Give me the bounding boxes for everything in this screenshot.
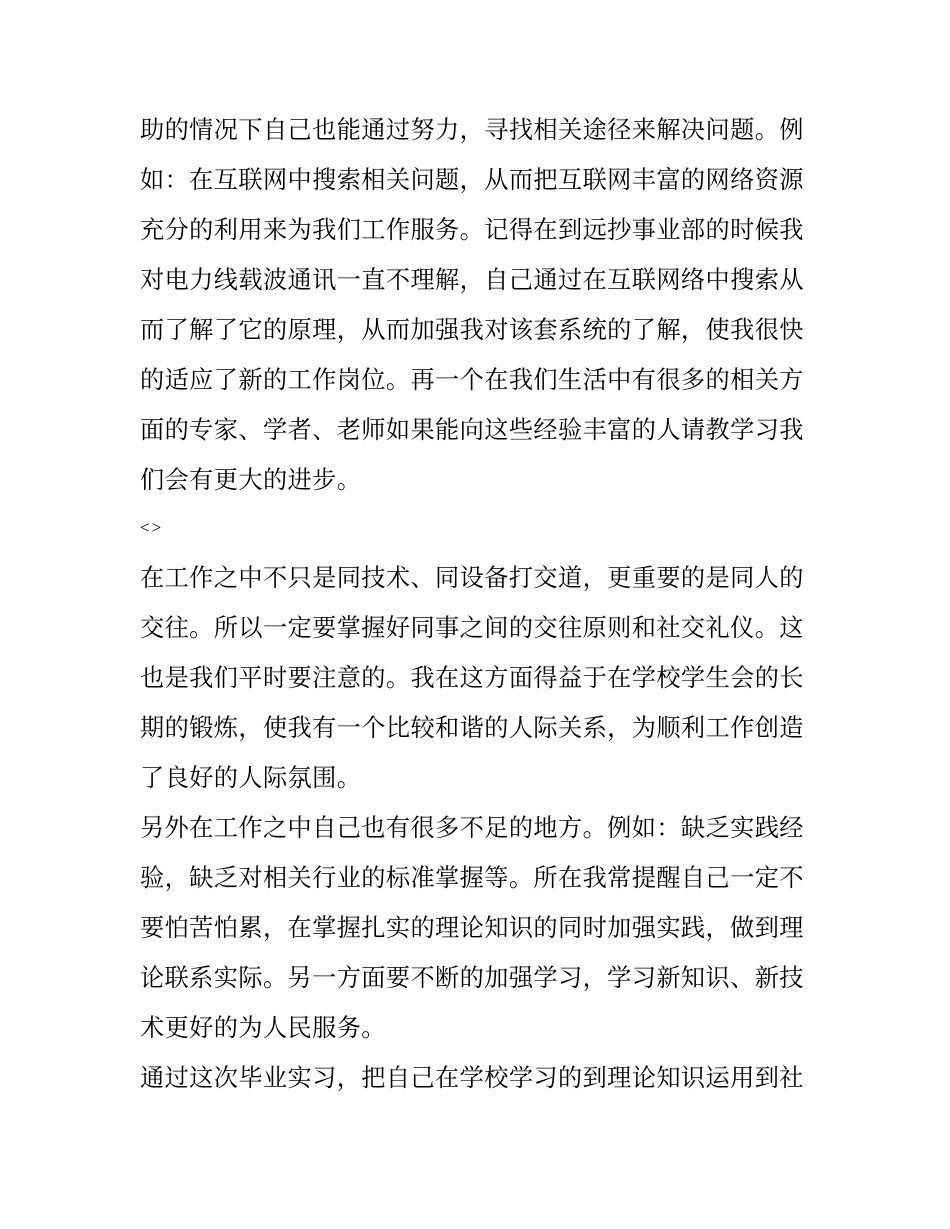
text-line: 对电力线载波通讯一直不理解，自己通过在互联网络中搜索从 — [140, 266, 804, 294]
text-line: 通过这次毕业实习，把自己在学校学习的到理论知识运用到社 — [140, 1064, 804, 1092]
text-line: 在工作之中不只是同技术、同设备打交道，更重要的是同人的 — [140, 564, 804, 592]
text-line: 论联系实际。另一方面要不断的加强学习，学习新知识、新技 — [140, 964, 804, 992]
text-line: 而了解了它的原理，从而加强我对该套系统的了解，使我很快 — [140, 316, 804, 344]
text-line: 了良好的人际氛围。 — [140, 764, 362, 792]
text-line: 也是我们平时要注意的。我在这方面得益于在学校学生会的长 — [140, 664, 804, 692]
text-line: 术更好的为人民服务。 — [140, 1014, 386, 1042]
text-line: 要怕苦怕累，在掌握扎实的理论知识的同时加强实践，做到理 — [140, 914, 804, 942]
text-line: 的适应了新的工作岗位。再一个在我们生活中有很多的相关方 — [140, 366, 804, 394]
text-line: 交往。所以一定要掌握好同事之间的交往原则和社交礼仪。这 — [140, 614, 804, 642]
text-line: 们会有更大的进步。 — [140, 466, 362, 494]
text-line: 如：在互联网中搜索相关问题，从而把互联网丰富的网络资源 — [140, 166, 804, 194]
text-line: 期的锻炼，使我有一个比较和谐的人际关系，为顺利工作创造 — [140, 714, 804, 742]
section-marker: <> — [140, 518, 164, 537]
text-line: 另外在工作之中自己也有很多不足的地方。例如：缺乏实践经 — [140, 814, 804, 842]
text-line: 验，缺乏对相关行业的标准掌握等。所在我常提醒自己一定不 — [140, 864, 804, 892]
text-line: 助的情况下自己也能通过努力，寻找相关途径来解决问题。例 — [140, 116, 804, 144]
text-line: 面的专家、学者、老师如果能向这些经验丰富的人请教学习我 — [140, 416, 804, 444]
text-line: 充分的利用来为我们工作服务。记得在到远抄事业部的时候我 — [140, 216, 804, 244]
